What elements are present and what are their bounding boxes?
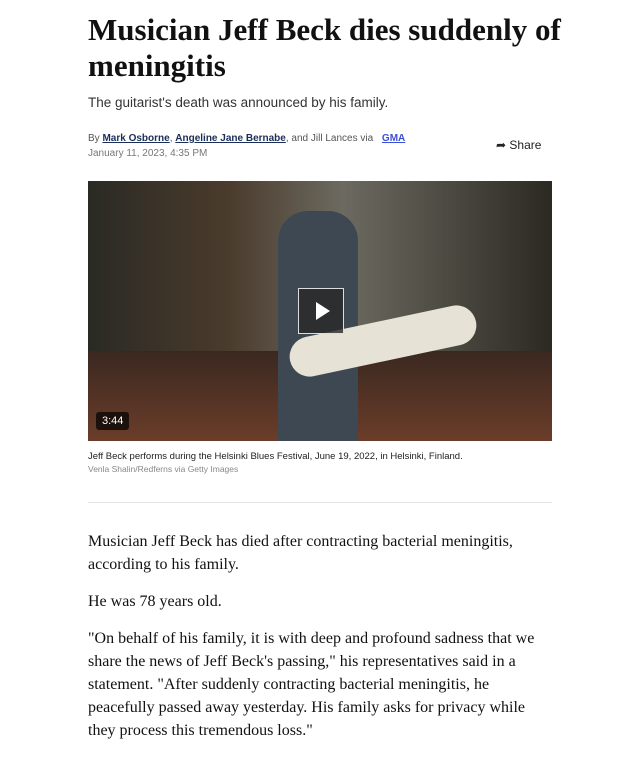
source-logo[interactable]: GMA: [381, 133, 406, 144]
image-caption: Jeff Beck performs during the Helsinki Blues Festival, June 19, 2022, in Helsinki, Finland.: [88, 451, 463, 462]
share-button[interactable]: [496, 138, 541, 152]
paragraph: Musician Jeff Beck has died after contracting bacterial meningitis, according to his family.: [88, 533, 513, 573]
publish-date: January 11, 2023, 4:35 PM: [88, 148, 208, 159]
byline-rest: , and Jill Lances via: [285, 133, 374, 144]
share-icon: ➦: [496, 138, 510, 152]
video-duration: 3:44: [96, 412, 129, 430]
paragraph: "On behalf of his family, it is with deep and profound sadness that we share the news of Jeff Beck's passing," his representatives said in a statement. "After suddenly contracting bacterial meningitis, he peacefully passed away yesterday. His family asks for privacy while they process this tremendous loss.": [88, 630, 535, 739]
author-link[interactable]: Angeline Jane Bernabe: [175, 133, 286, 144]
byline-prefix: By: [88, 133, 100, 144]
divider: [88, 502, 552, 503]
share-label: Share: [509, 138, 542, 152]
author-link[interactable]: Mark Osborne: [102, 133, 170, 144]
video-player[interactable]: [88, 181, 552, 441]
byline: [88, 133, 405, 144]
separator: ,: [169, 133, 173, 144]
headline: Musician Jeff Beck dies suddenly of meningitis: [88, 12, 561, 83]
article-body: [88, 530, 552, 756]
play-icon[interactable]: [298, 288, 344, 334]
subheadline: The guitarist's death was announced by his family.: [88, 95, 389, 110]
image-credit: Venla Shalin/Redferns via Getty Images: [88, 464, 239, 474]
paragraph: He was 78 years old.: [88, 593, 222, 610]
